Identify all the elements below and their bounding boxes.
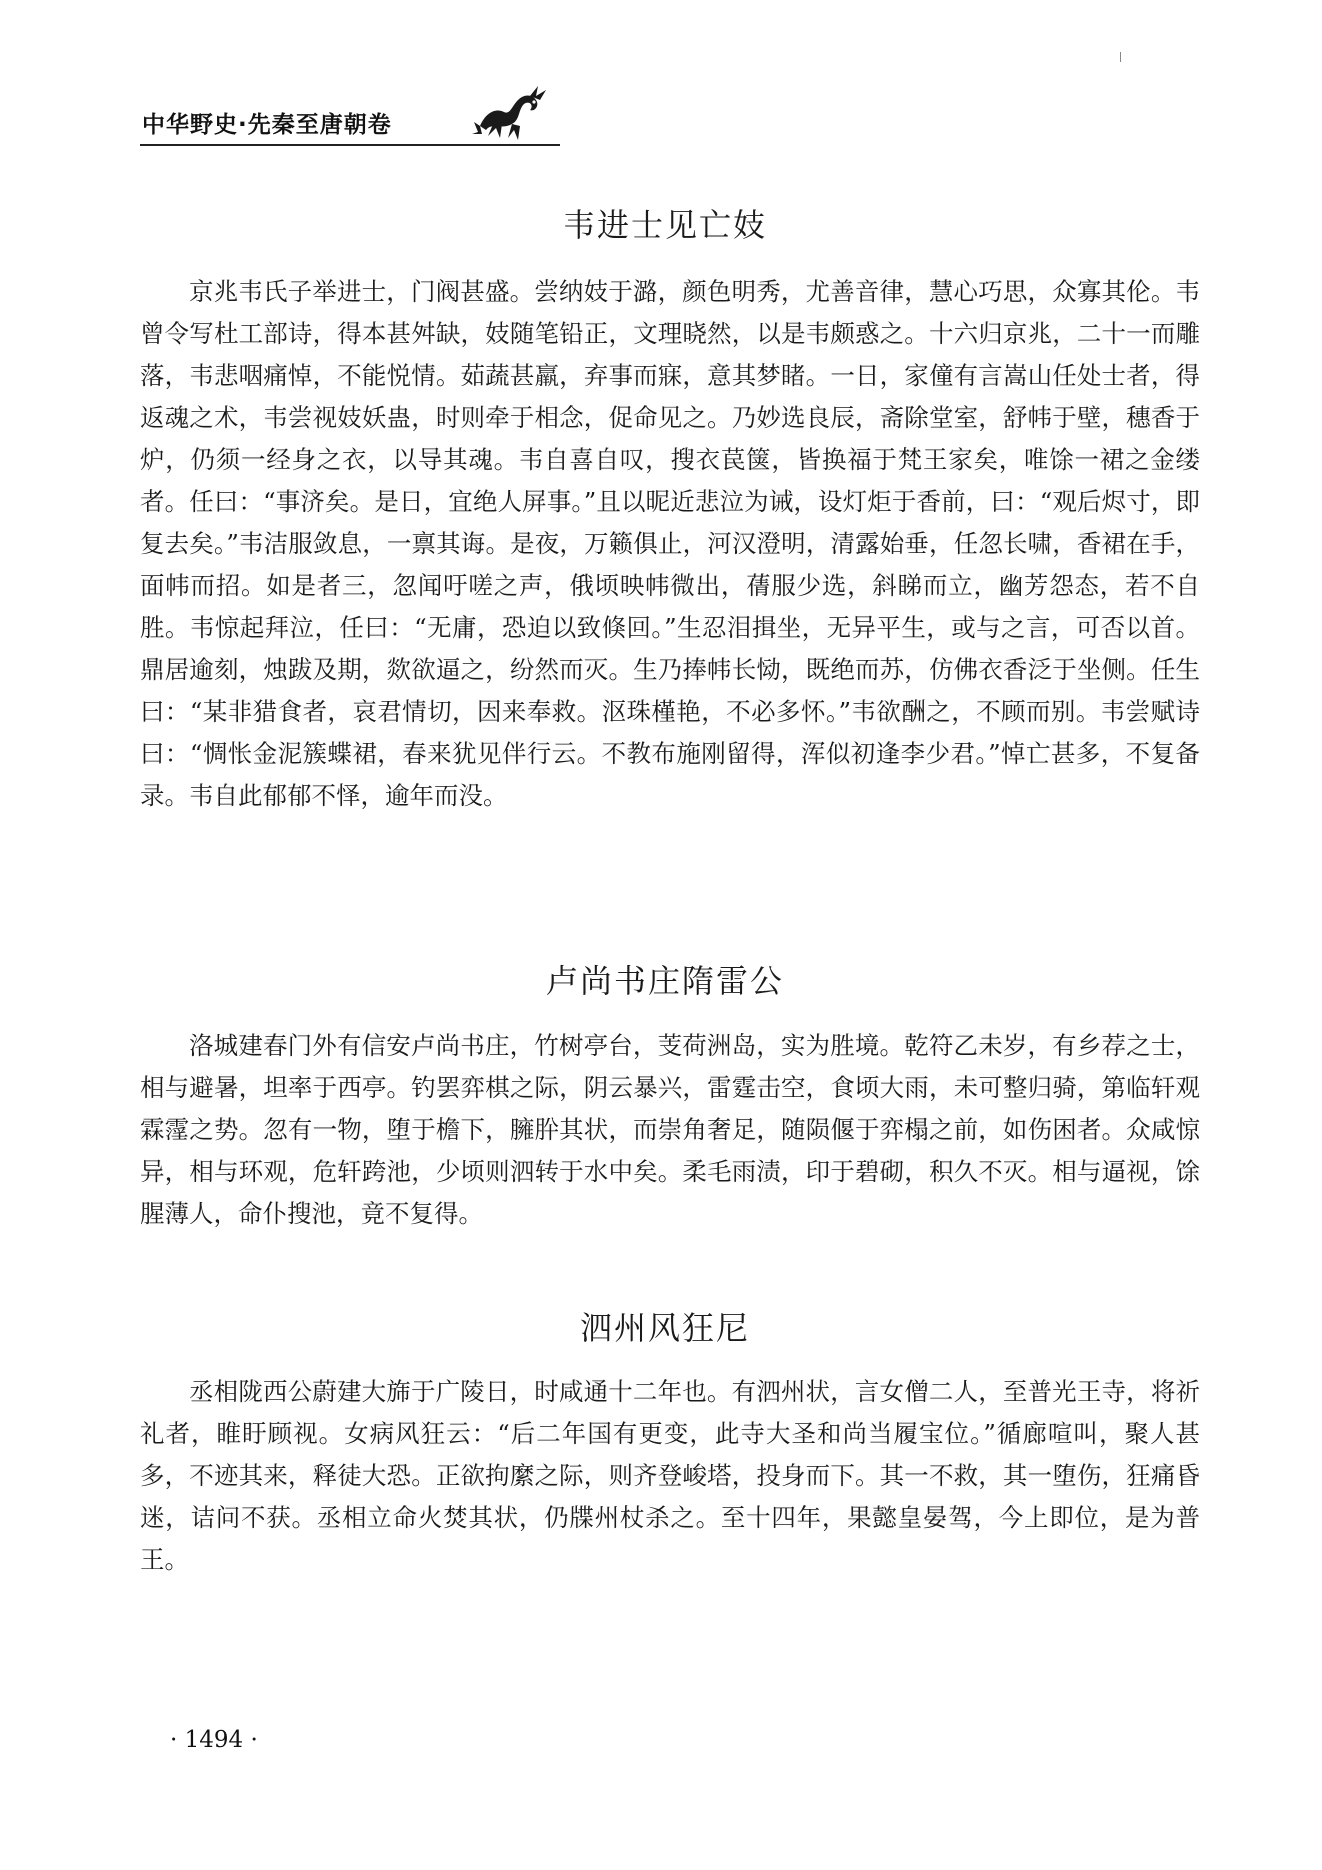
section-title: 卢尚书庄隋雷公 [545,962,784,1000]
dragon-icon [472,82,550,142]
section-title: 泗州风狂尼 [579,1309,750,1347]
running-header [140,82,560,146]
section-title: 韦进士见亡妓 [562,206,767,244]
running-title: 中华野史·先秦至唐朝卷 [142,112,392,138]
section-body: 丞相陇西公蔚建大旆于广陵日，时咸通十二年也。有泗州状，言女僧二人，至普光王寺，将祈礼者，睢盱顾视。女病风狂云：“后二年国有更变，此寺大圣和尚当履宝位。”循廊喧叫，聚人甚多，不迹其来，释徒大恐。正欲拘縻之际，则齐登峻塔，投身而下。其一不救，其一堕伤，狂痛昏迷，诘问不获。丞相立命火焚其状，仍牒州杖杀之。至十四年，果懿皇晏驾，今上即位，是为普王。 [140,1377,1200,1574]
section-body: 洛城建春门外有信安卢尚书庄，竹树亭台，芰荷洲岛，实为胜境。乾符乙未岁，有乡荐之士，相与避暑，坦率于西亭。钓罢弈棋之际，阴云暴兴，雷霆击空，食顷大雨，未可整归骑，第临轩观霖霪之势。忽有一物，堕于檐下，臃肸其状，而崇角奢足，随陨偃于弈榻之前，如伤困者。众咸惊异，相与环观，危轩跨池，少顷则泗转于水中矣。柔毛雨渍，印于碧砌，积久不灭。相与逼视，馀腥薄人，命仆搜池，竟不复得。 [140,1031,1200,1228]
section-body: 京兆韦氏子举进士，门阀甚盛。尝纳妓于潞，颜色明秀，尤善音律，慧心巧思，众寡其伦。韦曾令写杜工部诗，得本甚舛缺，妓随笔铅正，文理晓然，以是韦颇惑之。十六归京兆，二十一而雕落，韦悲咽痛悼，不能悦情。茹蔬甚羸，弃事而寐，意其梦睹。一日，家僮有言嵩山任处士者，得返魂之术，韦尝视妓妖蛊，时则牵于相念，促命见之。乃妙选良辰，斋除堂室，舒帏于壁，穗香于炉，仍须一经身之衣，以导其魂。韦自喜自叹，搜衣苠箧，皆换福于梵王家矣，唯馀一裙之金缕者。任曰：“事济矣。是日，宜绝人屏事。”且以昵近悲泣为诫，设灯炬于香前，曰：“观后烬寸，即复去矣。”韦洁服敛息，一禀其诲。是夜，万籁俱止，河汉澄明，清露始垂，任忽长啸，香裙在手，面帏而招。如是者三，忽闻吁嗟之声，俄顷映帏微出，蒨服少选，斜睇而立，幽芳怨态，若不自胜。韦惊起拜泣，任曰：“无庸，恐迫以致倏回。”生忍泪揖坐，无异平生，或与之言，可否以首。鼎居逾刻，烛跋及期，欻欲逼之，纷然而灭。生乃捧帏长恸，既绝而苏，仿佛衣香泛于坐侧。任生曰：“某非猎食者，哀君情切，因来奉救。沤珠槿艳，不必多怀。”韦欲酬之，不顾而别。韦尝赋诗曰：“惆怅金泥簇蝶裙，春来犹见伴行云。不教布施刚留得，浑似初逢李少君。”悼亡甚多，不复备录。韦自此郁郁不怿，逾年而没。 [140,277,1200,810]
header-rule [140,144,560,146]
page-number: · 1494 · [170,1727,258,1753]
margin-tick-mark [1120,52,1121,62]
